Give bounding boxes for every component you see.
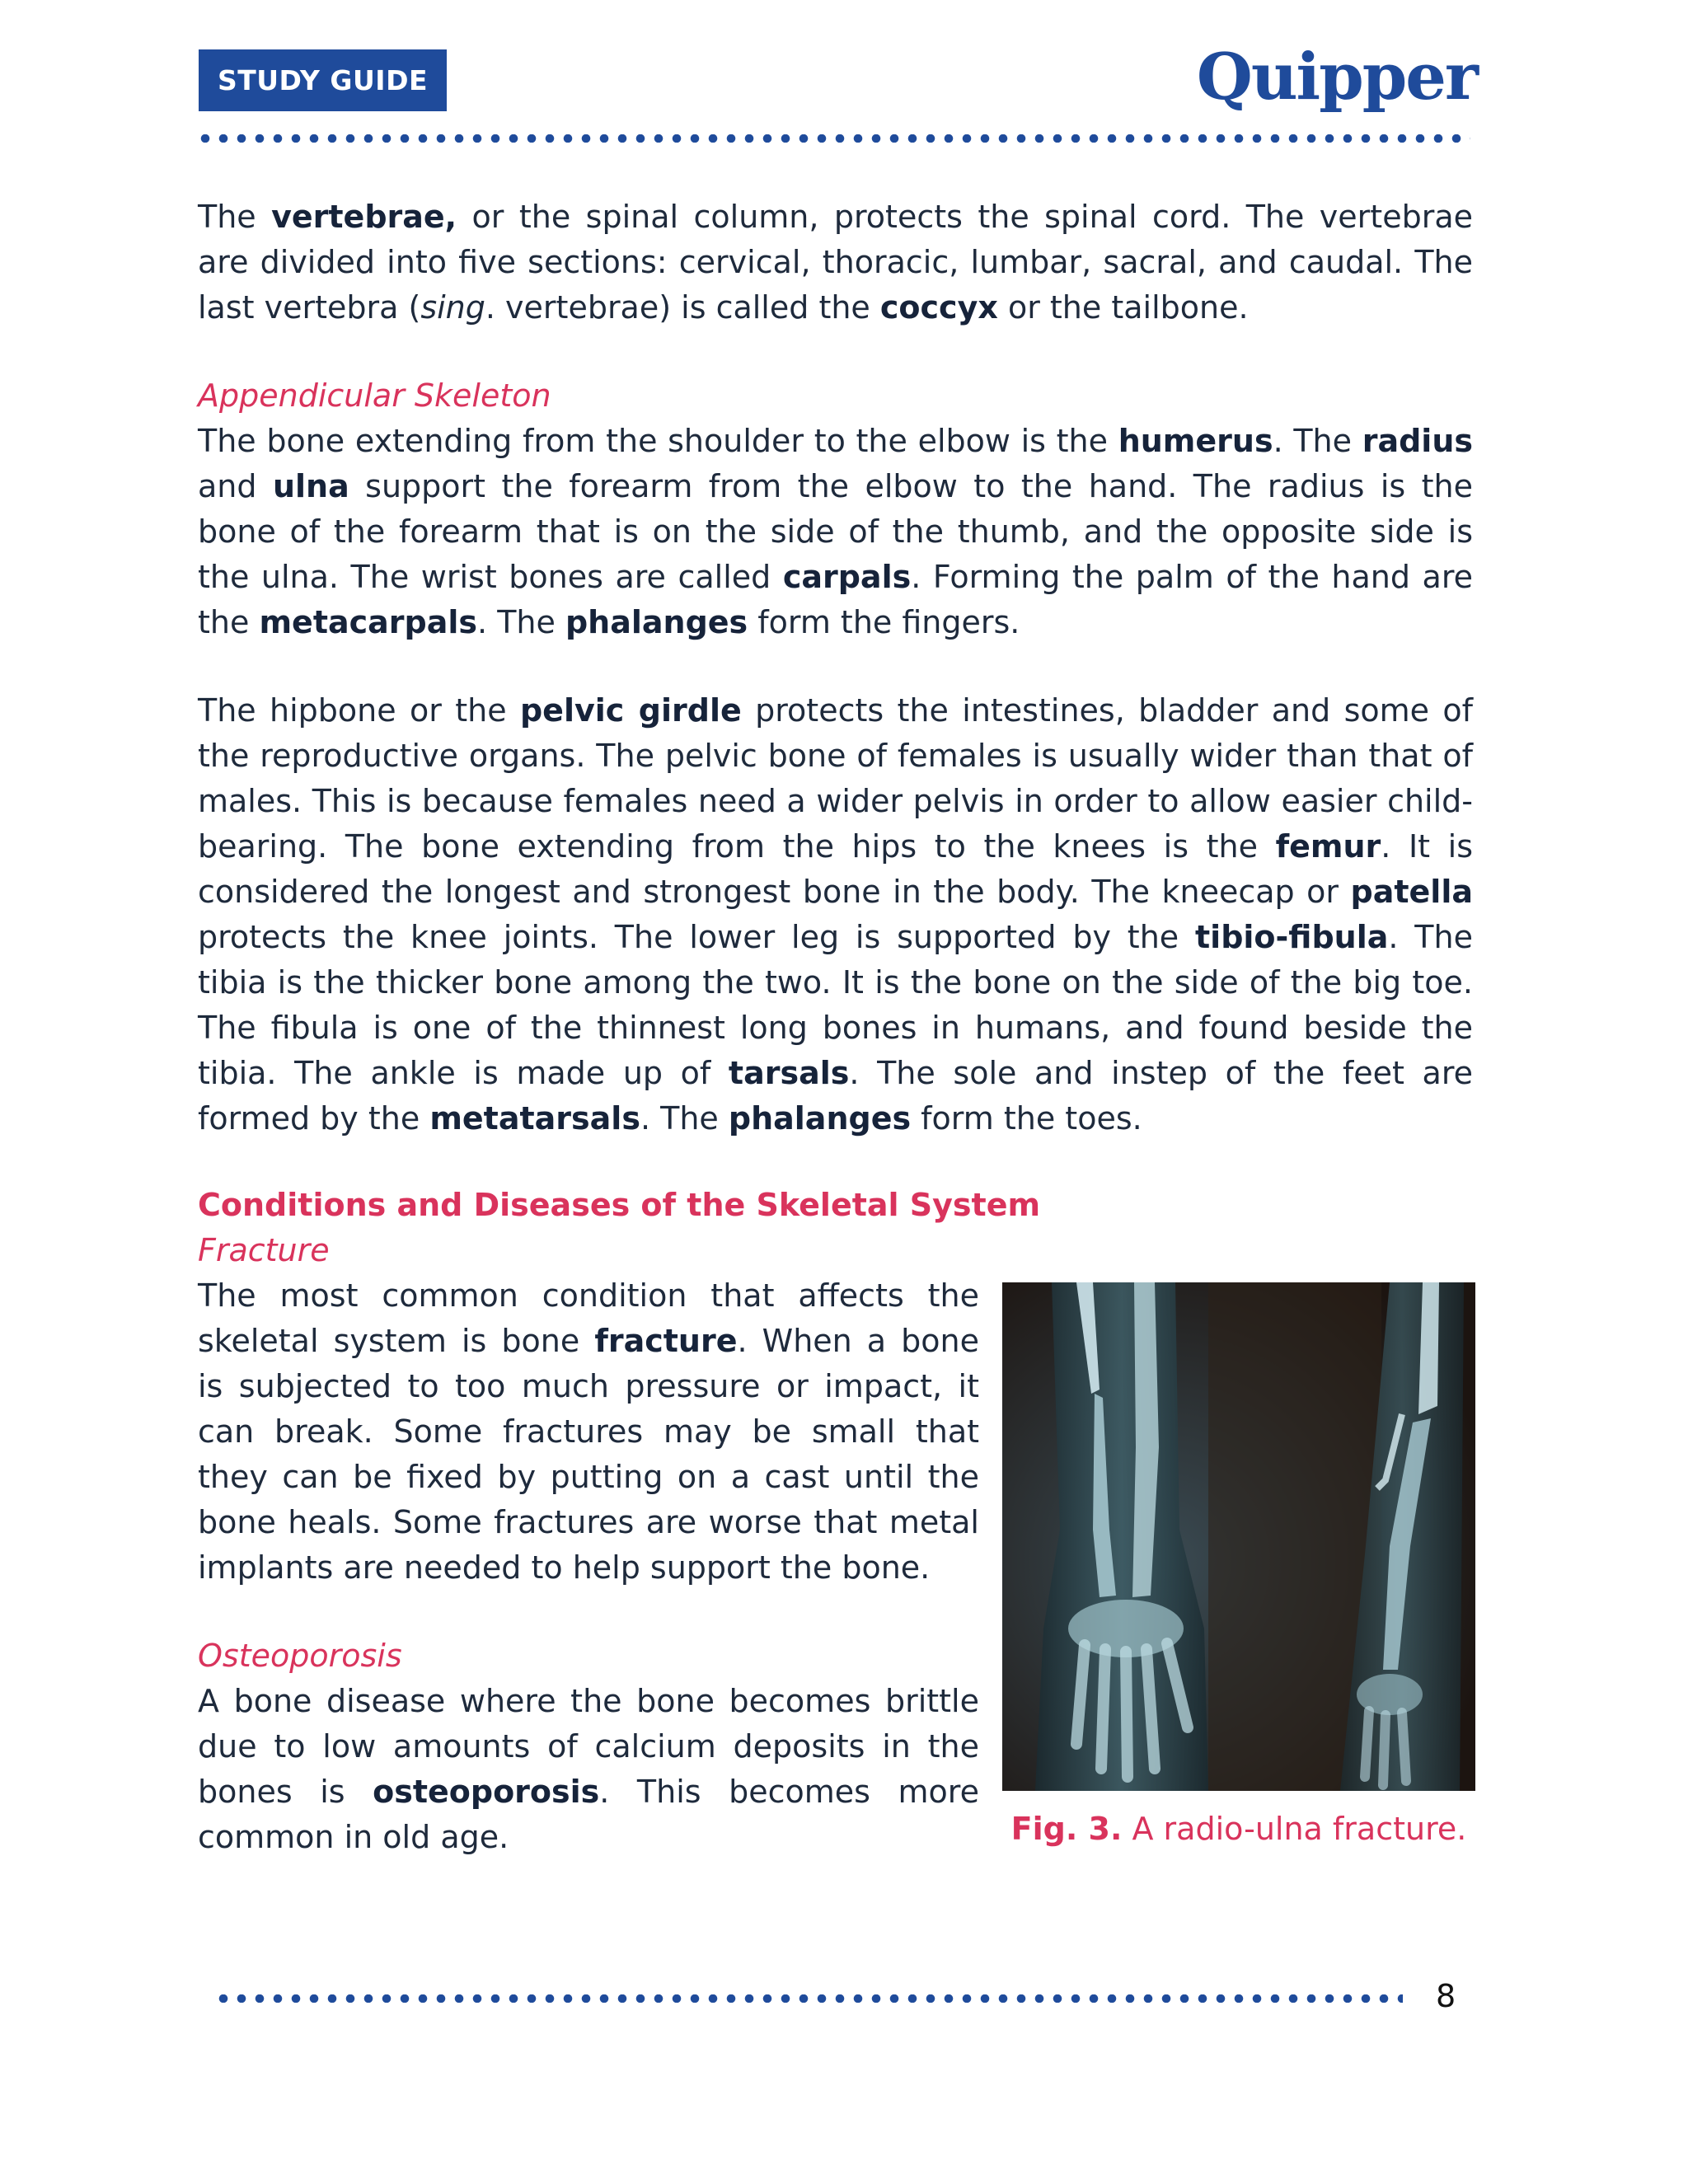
pelvic-paragraph: The hipbone or the pelvic girdle protects the intestines, bladder and some of the reproductive organs. The pelvic bone of females is usually wider than that of males. This is because females need a wider pelvis in order to allow easier child-bearing. The bone extending from the hips to the knees is the femur. It is considered the longest and strongest bone in the body. The kneecap or patella protects the knee joints. The lower leg is supported by the tibio-fibula. The tibia is the thicker bone among the two. It is the bone on the side of the big toe. The fibula is one of the thinnest long bones in humans, and found beside the tibia. The ankle is made up of tarsals. The sole and instep of the feet are formed by the metatarsals. The phalanges form the toes. bbox=[198, 692, 1474, 1137]
figure-label: Fig. 3. bbox=[1010, 1811, 1123, 1847]
page-number: 8 bbox=[1436, 1978, 1456, 2014]
osteoporosis-heading: Osteoporosis bbox=[198, 1638, 402, 1674]
xray-illustration bbox=[1002, 1282, 1475, 1791]
fracture-heading: Fracture bbox=[198, 1232, 330, 1268]
appendicular-paragraph: The bone extending from the shoulder to the elbow is the humerus. The radius and ulna support the forearm from the elbow to the hand. The radius is the bone of the forearm that is on the side of the thumb, and the opposite side is the ulna. The wrist bones are called carpals. Forming the palm of the hand are the metacarpals. The phalanges form the fingers. bbox=[198, 423, 1473, 640]
vertebrae-paragraph: The vertebrae, or the spinal column, protects the spinal cord. The vertebrae are divided into five sections: cervical, thoracic, lumbar, sacral, and caudal. The last vertebra (sing. vertebrae) is called the coccyx or the tailbone. bbox=[198, 199, 1473, 326]
fracture-paragraph: The most common condition that affects the skeletal system is bone fracture. When a bone is subjected to too much pressure or impact, it can break. Some fractures may be small that they can be fixed by putting on a cast until the bone heals. Some fractures are worse that metal implants are needed to help support the bone. bbox=[198, 1277, 979, 1586]
appendicular-heading: Appendicular Skeleton bbox=[198, 377, 551, 414]
osteoporosis-paragraph: A bone disease where the bone becomes brittle due to low amounts of calcium deposits in the bones is osteoporosis. This becomes more common in old age. bbox=[198, 1683, 979, 1855]
conditions-title: Conditions and Diseases of the Skeletal System bbox=[198, 1187, 1041, 1223]
figure-caption bbox=[1002, 1811, 1475, 1847]
header-divider bbox=[196, 134, 1470, 143]
quipper-logo: Quipper bbox=[1196, 40, 1477, 115]
study-guide-badge: STUDY GUIDE bbox=[199, 49, 447, 111]
xray-image bbox=[1002, 1282, 1475, 1791]
footer-divider bbox=[214, 1994, 1403, 2003]
figure-caption-text: A radio-ulna fracture. bbox=[1122, 1811, 1467, 1847]
